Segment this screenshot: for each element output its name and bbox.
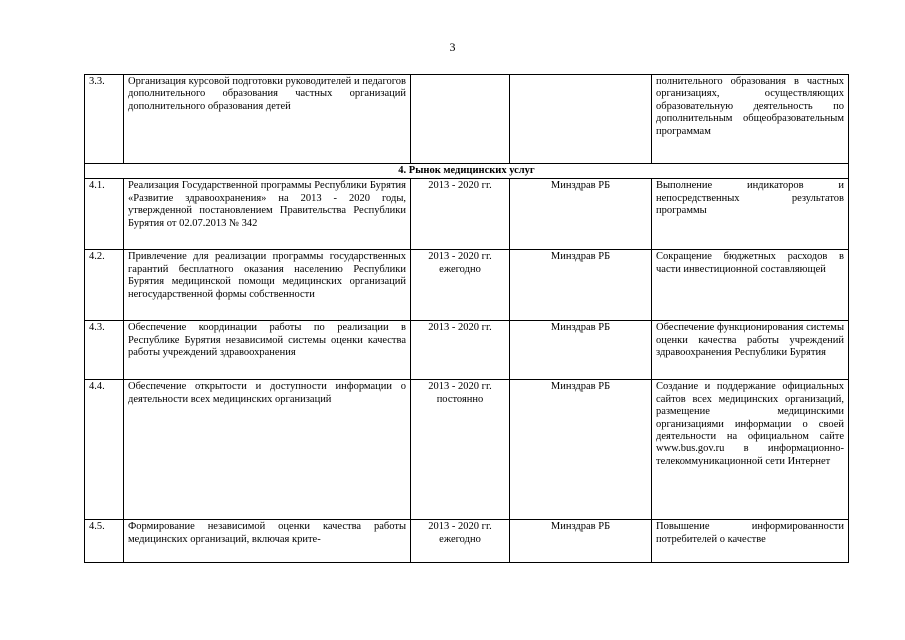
row-action: Обеспечение открытости и доступности информации о деятельности всех медицинских организаций [124, 380, 411, 520]
row-term: 2013 - 2020 гг. [411, 321, 510, 380]
row-result: Создание и поддержание официальных сайтов всех медицинских организаций, размещение медицинскими организациями информации о своей деятельности на официальном сайте www.bus.gov.ru в информационно-телекоммуникационной сети Интернет [652, 380, 849, 520]
row-responsible: Минздрав РБ [510, 179, 652, 250]
section-row [85, 164, 849, 179]
row-responsible: Минздрав РБ [510, 520, 652, 563]
row-term: 2013 - 2020 гг. ежегодно [411, 250, 510, 321]
row-responsible: Минздрав РБ [510, 321, 652, 380]
row-responsible: Минздрав РБ [510, 380, 652, 520]
row-term: 2013 - 2020 гг. постоянно [411, 380, 510, 520]
table-row [85, 380, 849, 520]
table-row [85, 250, 849, 321]
row-result: Повышение информированности потребителей о качестве [652, 520, 849, 563]
row-responsible: Минздрав РБ [510, 250, 652, 321]
row-responsible [510, 75, 652, 164]
row-term: 2013 - 2020 гг. [411, 179, 510, 250]
row-result: Выполнение индикаторов и непосредственных результатов программы [652, 179, 849, 250]
row-term [411, 75, 510, 164]
row-number: 4.1. [85, 179, 124, 250]
row-result: полнительного образования в частных организациях, осуществляющих образовательную деятельность по дополнительным общеобразовательным программам [652, 75, 849, 164]
table-row [85, 321, 849, 380]
row-number: 4.2. [85, 250, 124, 321]
row-number: 4.4. [85, 380, 124, 520]
table-row [85, 75, 849, 164]
row-action: Организация курсовой подготовки руководителей и педагогов дополнительного образования частных организаций дополнительного образования детей [124, 75, 411, 164]
row-result: Обеспечение функционирования системы оценки качества работы учреждений здравоохранения Республики Бурятия [652, 321, 849, 380]
measures-table [84, 74, 849, 563]
row-term: 2013 - 2020 гг. ежегодно [411, 520, 510, 563]
row-number: 4.5. [85, 520, 124, 563]
row-action: Обеспечение координации работы по реализации в Республике Бурятия независимой системы оценки качества работы учреждений здравоохранения [124, 321, 411, 380]
row-number: 4.3. [85, 321, 124, 380]
row-result: Сокращение бюджетных расходов в части инвестиционной составляющей [652, 250, 849, 321]
row-action: Формирование независимой оценки качества работы медицинских организаций, включая крите- [124, 520, 411, 563]
page-number: 3 [449, 40, 456, 54]
row-action: Привлечение для реализации программы государственных гарантий бесплатного оказания населению Республики Бурятия медицинской помощи медицинских организаций негосударственной формы собственности [124, 250, 411, 321]
row-number: 3.3. [85, 75, 124, 164]
row-action: Реализация Государственной программы Республики Бурятия «Развитие здравоохранения» на 2013 - 2020 годы, утвержденной постановлением Правительства Республики Бурятия от 02.07.2013 № 342 [124, 179, 411, 250]
section-title: 4. Рынок медицинских услуг [85, 164, 849, 179]
table-row [85, 179, 849, 250]
table-row [85, 520, 849, 563]
